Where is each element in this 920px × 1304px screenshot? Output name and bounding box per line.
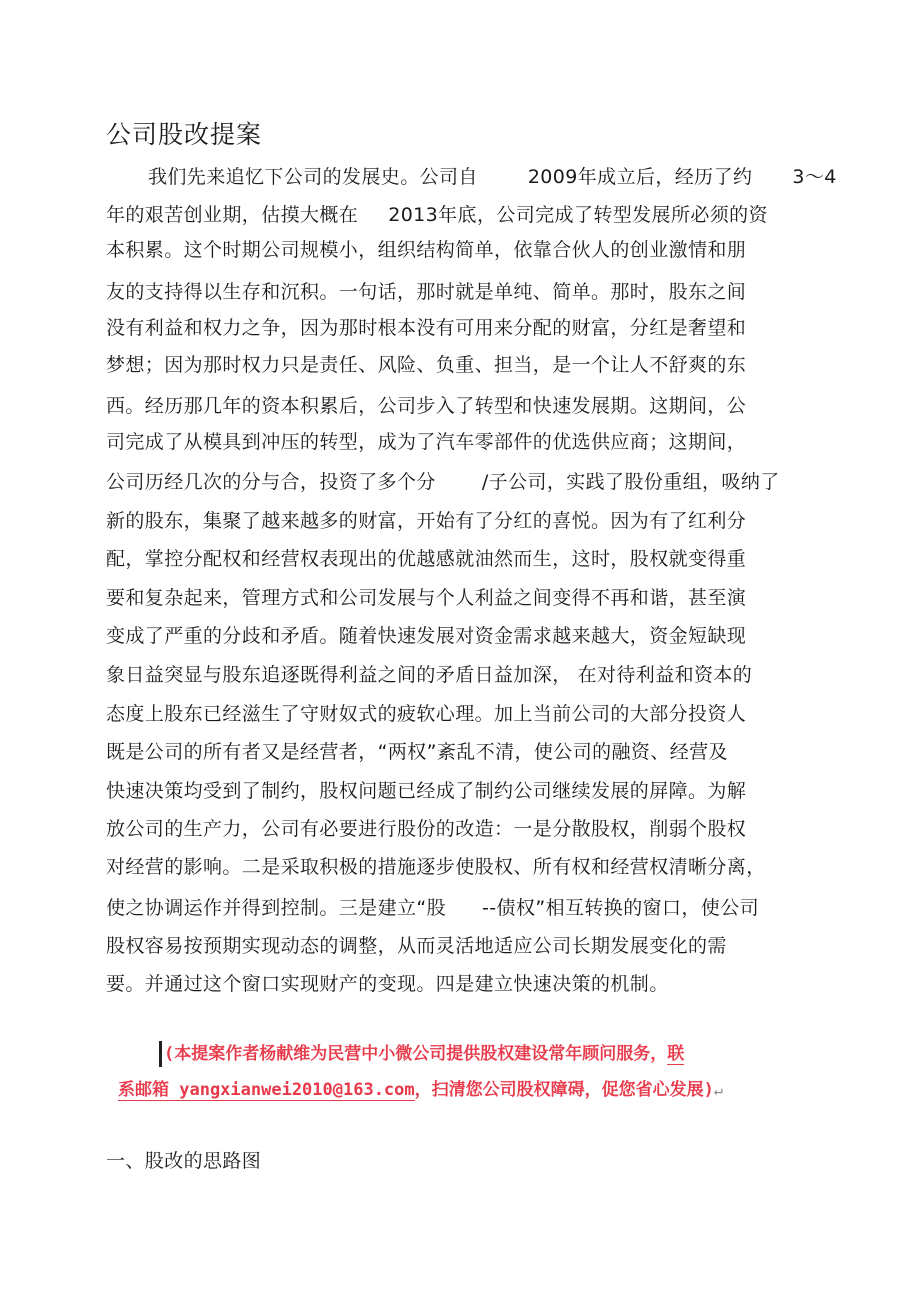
body-line-9: [106, 468, 780, 496]
body-line-13: 变成了严重的分歧和矛盾。随着快速发展对资金需求越来越大，资金短缺现: [106, 625, 747, 647]
body-line-19: 对经营的影响。二是采取积极的措施逐步使股权、所有权和经营权清晰分离，: [106, 856, 766, 878]
text-run: --债权”相互转换的窗口，使公司: [482, 897, 760, 919]
text-run: 年的艰苦创业期，估摸大概在: [106, 204, 359, 226]
text-run: 2009年成立后，经历了约: [527, 166, 753, 188]
body-line-2: [106, 201, 768, 229]
body-line-7: 西。经历那几年的资本积累后，公司步入了转型和快速发展期。这期间，公: [106, 395, 747, 417]
body-line-11: 配，掌控分配权和经营权表现出的优越感就油然而生，这时，股权就变得重: [106, 548, 747, 570]
section-heading: 一、股改的思路图: [106, 1150, 262, 1172]
body-line-6: 梦想；因为那时权力只是责任、风险、负重、担当，是一个让人不舒爽的东: [106, 354, 747, 376]
notice-line-2: [118, 1076, 723, 1104]
notice-text-underlined: 联: [667, 1044, 685, 1064]
body-line-16: 既是公司的所有者又是经营者，“两权”紊乱不清，使公司的融资、经营及: [106, 741, 728, 763]
body-line-14: [106, 661, 752, 689]
body-line-1: [148, 163, 837, 191]
paragraph-mark-icon: ↵: [713, 1081, 723, 1099]
text-cursor: [159, 1041, 162, 1067]
body-line-4: 友的支持得以生存和沉积。一句话，那时就是单纯、简单。那时，股东之间: [106, 281, 747, 303]
text-run: 公司历经几次的分与合，投资了多个分: [106, 471, 436, 493]
text-run: /子公司，实践了股份重组，吸纳了: [481, 471, 780, 493]
text-run: 象日益突显与股东追逐既得利益之间的矛盾日益加深，: [106, 664, 572, 686]
body-line-20: [106, 894, 759, 922]
text-run: 3～4: [792, 166, 837, 188]
text-run: 我们先来追忆下公司的发展史。公司自: [148, 166, 478, 188]
contact-email-link[interactable]: 系邮箱 yangxianwei2010@163.com: [118, 1080, 415, 1100]
text-run: 使之协调运作并得到控制。三是建立“股: [106, 897, 447, 919]
text-run: 2013年底，公司完成了转型发展所必须的资: [388, 204, 768, 226]
page-title: 公司股改提案: [106, 120, 263, 149]
body-line-5: 没有利益和权力之争，因为那时根本没有可用来分配的财富，分红是奢望和: [106, 317, 747, 339]
body-line-10: 新的股东，集聚了越来越多的财富，开始有了分红的喜悦。因为有了红利分: [106, 510, 747, 532]
notice-line-1: [164, 1040, 684, 1068]
notice-text: (本提案作者杨献维为民营中小微公司提供股权建设常年顾问服务，: [164, 1044, 668, 1064]
body-line-3: 本积累。这个时期公司规模小，组织结构简单，依靠合伙人的创业激情和朋: [106, 239, 747, 261]
body-line-12: 要和复杂起来，管理方式和公司发展与个人利益之间变得不再和谐，甚至演: [106, 587, 747, 609]
text-run: 在对待利益和资本的: [577, 664, 753, 686]
body-line-21: 股权容易按预期实现动态的调整，从而灵活地适应公司长期发展变化的需: [106, 935, 727, 957]
body-line-15: 态度上股东已经滋生了守财奴式的疲软心理。加上当前公司的大部分投资人: [106, 703, 747, 725]
body-line-22: 要。并通过这个窗口实现财产的变现。四是建立快速决策的机制。: [106, 973, 669, 995]
body-line-8: 司完成了从模具到冲压的转型，成为了汽车零部件的优选供应商；这期间，: [106, 431, 747, 453]
body-line-17: 快速决策均受到了制约，股权问题已经成了制约公司继续发展的屏障。为解: [106, 780, 747, 802]
notice-text: ，扫清您公司股权障碍，促您省心发展): [414, 1080, 714, 1100]
body-line-18: 放公司的生产力，公司有必要进行股份的改造：一是分散股权，削弱个股权: [106, 818, 747, 840]
